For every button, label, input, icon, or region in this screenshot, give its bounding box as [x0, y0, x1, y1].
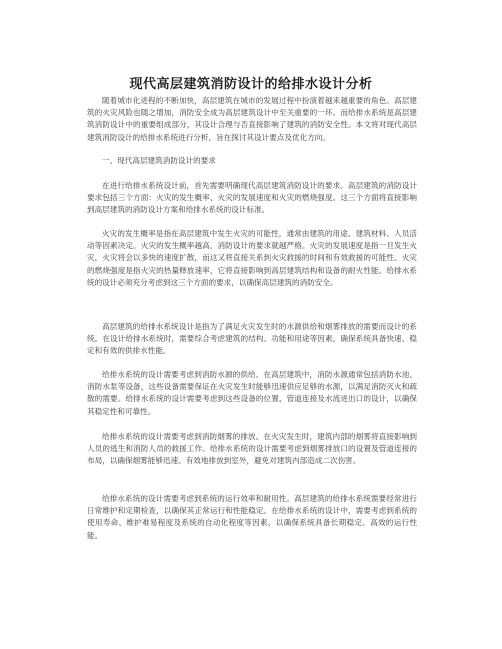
body-paragraph-4: 给排水系统的设计需要考虑到消防水源的供给。在高层建筑中，消防水源通常包括消防水池、消防水泵等设备，这些设备需要保证在火灾发生时能够迅速供应足够的水源，以满足消防灭火和疏散的需要。给排水系统的设计需要考虑到这些设备的位置、管道连接及水流进出口的设计，以确保其稳定性和可靠性。 — [87, 370, 417, 416]
body-paragraph-3: 高层建筑的给排水系统设计是指为了满足火灾发生时的水源供给和烟雾排放的需要而设计的系统。在设计给排水系统时，需要综合考虑建筑的结构、功能和用途等因素，确保系统具备快速、稳定和有效的供排水性能。 — [87, 322, 417, 356]
document-title: 现代高层建筑消防设计的给排水设计分析 — [129, 77, 373, 92]
intro-paragraph: 随着城市化进程的不断加快，高层建筑在城市的发展过程中扮演着越来越重要的角色。高层建筑的火灾风险也随之增加，消防安全成为高层建筑设计中至关重要的一环。而给排水系统是高层建筑消防设计中的重要组成部分，其设计合理与否直接影响了建筑的消防安全性。本文将对现代高层建筑消防设计的给排水系统进行分析，旨在探讨其设计要点及优化方向。 — [87, 96, 417, 142]
body-paragraph-5: 给排水系统的设计需要考虑到消防烟雾的排放。在火灾发生时，建筑内部的烟雾将直接影响到人员的逃生和消防人员的救援工作。给排水系统的设计需要考虑到烟雾排放口的设置及管道连接的布局，以确保烟雾能够迅速、有效地排放到室外，避免对建筑内部造成二次伤害。 — [87, 432, 417, 466]
body-paragraph-1: 在进行给排水系统设计前，首先需要明确现代高层建筑消防设计的要求。高层建筑的消防设计要求包括三个方面：火灾的发生概率、火灾的发展速度和火灾的燃烧强度。这三个方面将直接影响到高层建筑的消防设计方案和给排水系统的设计标准。 — [87, 181, 417, 215]
section-heading: 一、现代高层建筑消防设计的要求 — [102, 156, 216, 165]
body-paragraph-6: 给排水系统的设计需要考虑到系统的运行效率和耐用性。高层建筑的给排水系统需要经常进行日常维护和定期检查，以确保其正常运行和性能稳定。在给排水系统的设计中，需要考虑到系统的使用寿命、维护难易程度及系统的自动化程度等因素，以确保系统具备长期稳定、高效的运行性能。 — [87, 494, 417, 540]
body-paragraph-2: 火灾的发生概率是指在高层建筑中发生火灾的可能性，通常由建筑的用途、建筑材料、人员活动等因素决定。火灾的发生概率越高，消防设计的要求就越严格。火灾的发展速度是指一旦发生火灾，火灾将会以多快的速度扩散，而这又将直接关系到火灾救援的时间和有效救援的可能性。火灾的燃烧强度是指火灾的热量释放速率，它将直接影响到高层建筑结构和设备的耐火性能。给排水系统的设计必须充分考虑到这三个方面的要求，以确保高层建筑的消防安全。 — [87, 229, 417, 287]
